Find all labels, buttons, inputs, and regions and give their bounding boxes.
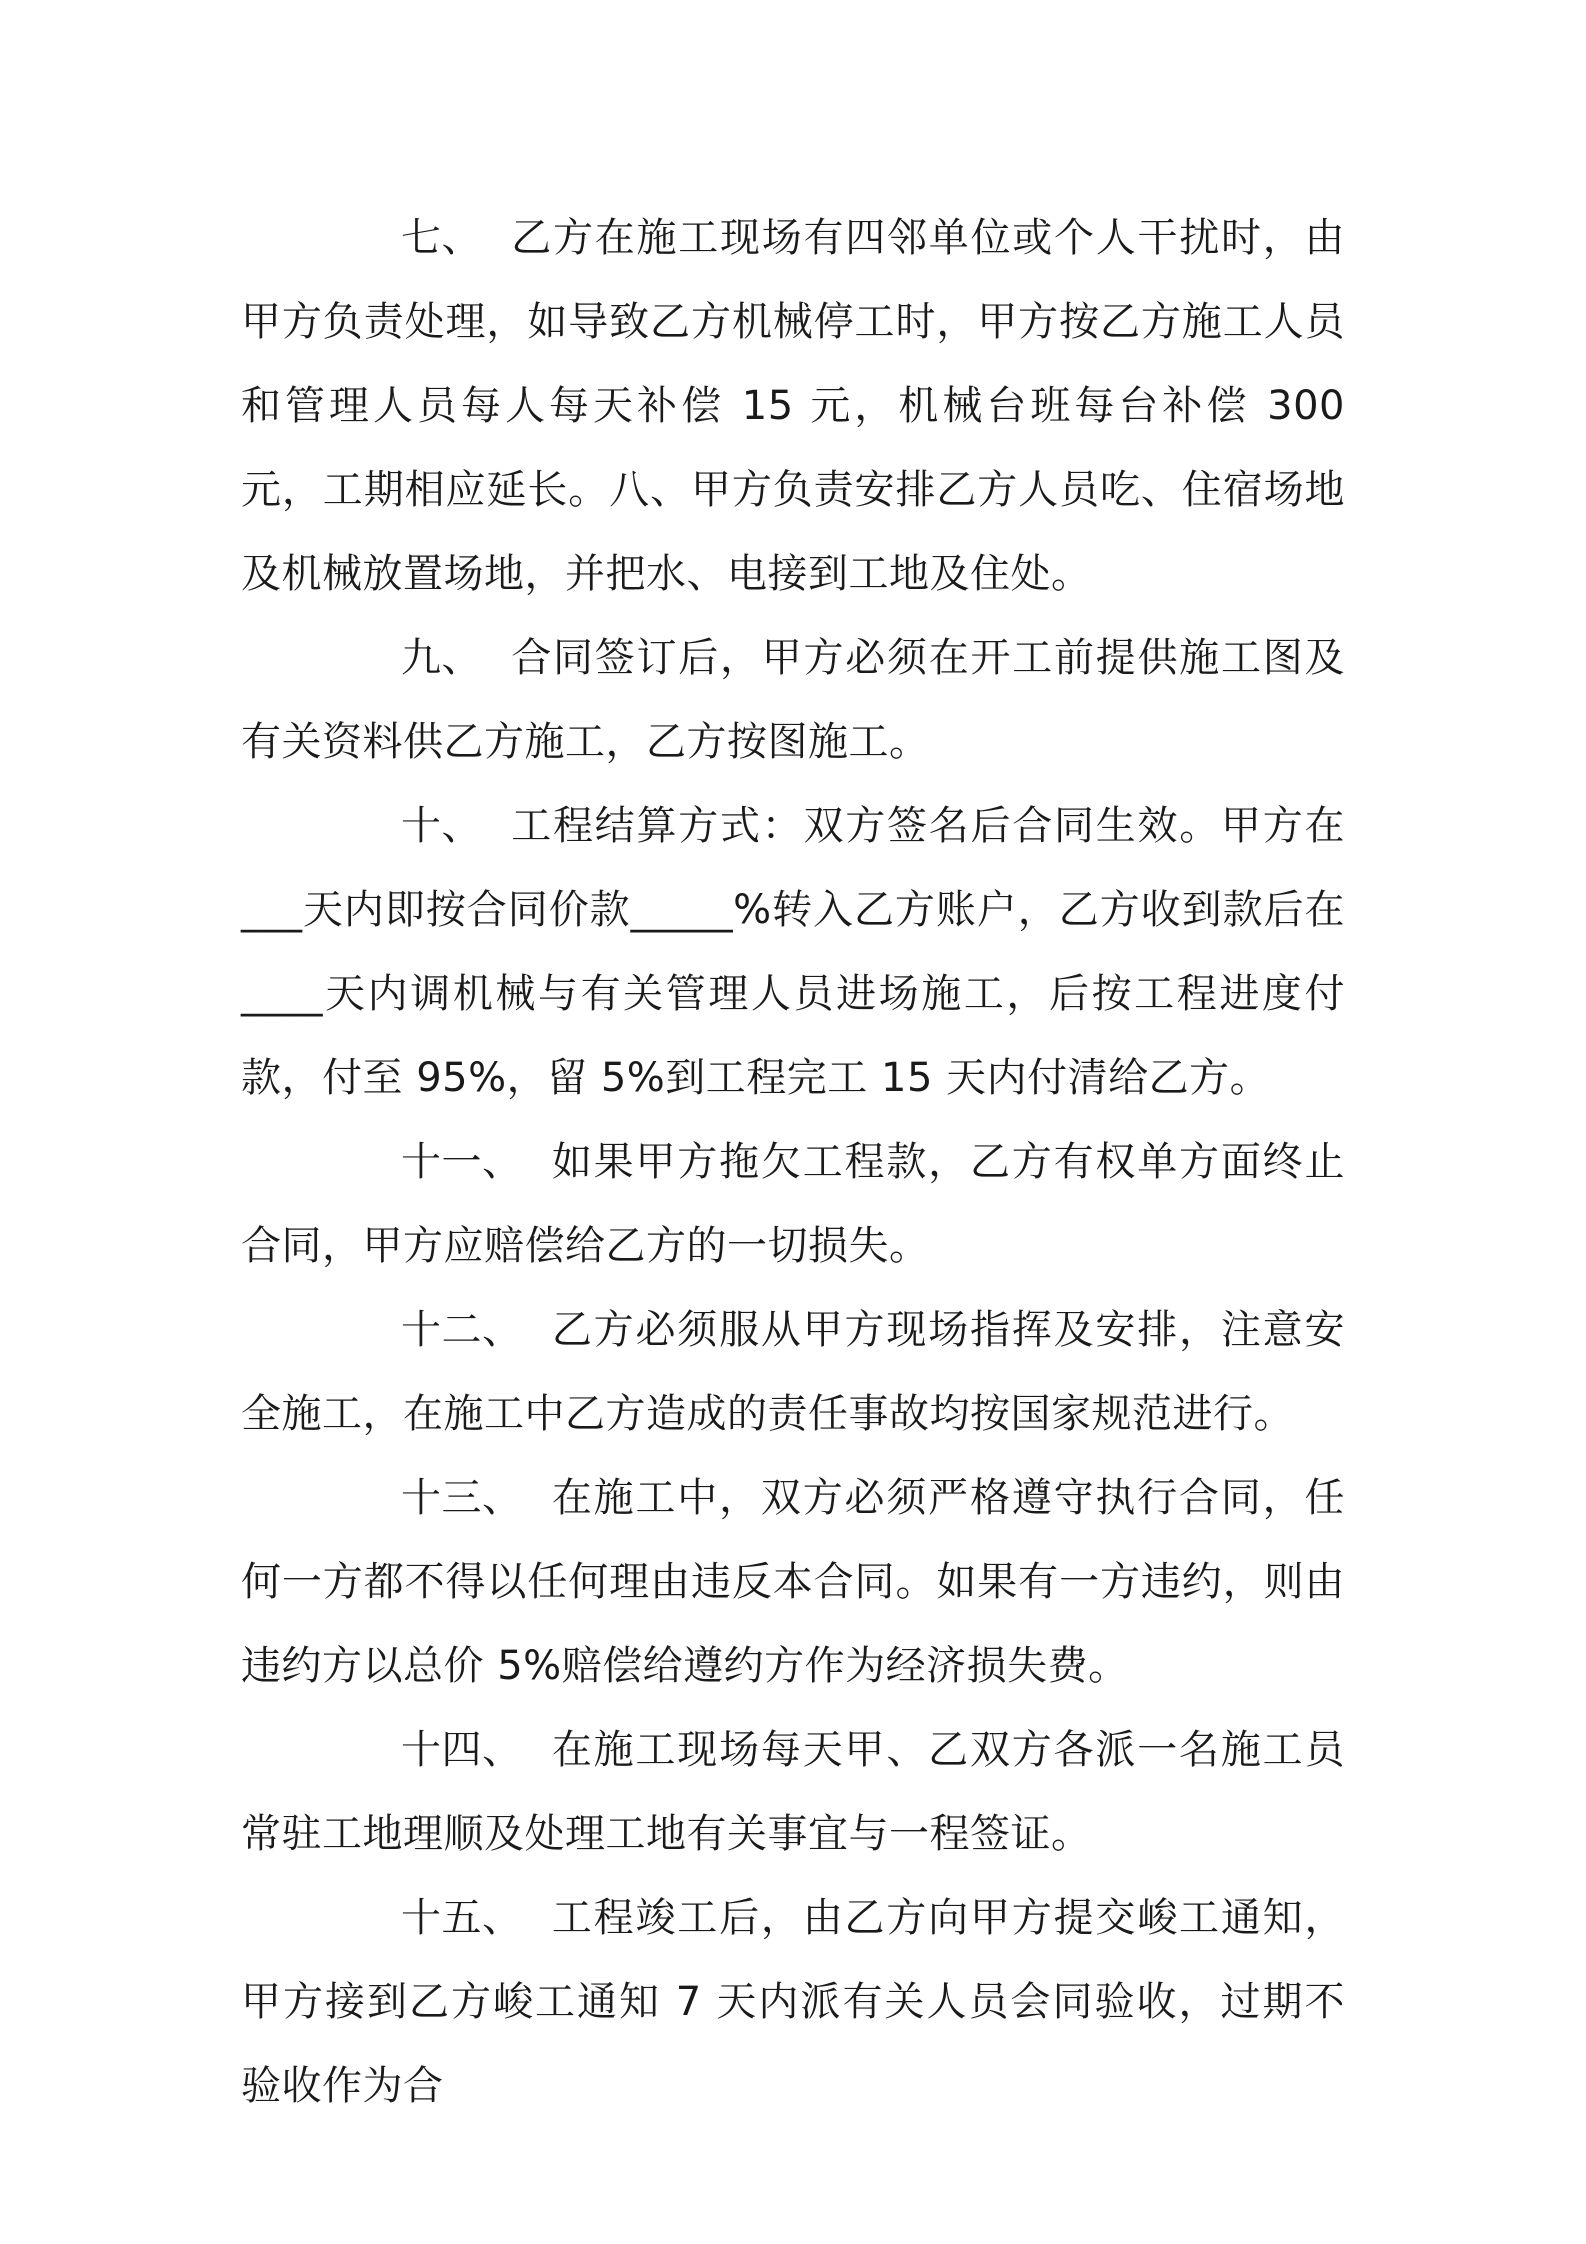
clause-14 [241,1708,1345,1876]
clause-text: 乙方在施工现场有四邻单位或个人干扰时，由甲方负责处理，如导致乙方机械停工时，甲方按乙方施工人员和管理人员每人每天补偿 15 元，机械台班每台补偿 300 元，工期相应延长。八、甲方负责安排乙方人员吃、住宿场地及机械放置场地，并把水、电接到工地及住处。 [241,215,1345,597]
clause-text: 乙方必须服从甲方现场指挥及安排，注意安全施工，在施工中乙方造成的责任事故均按国家规范进行。 [241,1307,1345,1437]
clause-11 [241,1120,1345,1288]
clause-number: 十、 [401,803,482,849]
clause-text: 在施工中，双方必须严格遵守执行合同，任何一方都不得以任何理由违反本合同。如果有一方违约，则由违约方以总价 5%赔偿给遵约方作为经济损失费。 [241,1475,1345,1689]
clause-number: 十三、 [401,1475,523,1521]
clause-text: 合同签订后，甲方必须在开工前提供施工图及有关资料供乙方施工，乙方按图施工。 [241,635,1345,765]
clause-text: 如果甲方拖欠工程款，乙方有权单方面终止合同，甲方应赔偿给乙方的一切损失。 [241,1139,1345,1269]
clause-number: 十五、 [401,1895,523,1941]
clause-number: 十二、 [401,1307,523,1353]
contract-body [241,196,1345,2128]
clause-9 [241,616,1345,784]
clause-number: 七、 [401,215,482,261]
clause-text: 工程结算方式：双方签名后合同生效。甲方在___天内即按合同价款_____%转入乙方账户，乙方收到款后在____天内调机械与有关管理人员进场施工，后按工程进度付款，付至 95%，留 5%到工程完工 15 天内付清给乙方。 [241,803,1345,1101]
clause-12 [241,1288,1345,1456]
clause-text: 在施工现场每天甲、乙双方各派一名施工员常驻工地理顺及处理工地有关事宜与一程签证。 [241,1727,1345,1857]
clause-number: 十一、 [401,1139,523,1185]
clause-number: 十四、 [401,1727,523,1773]
clause-13 [241,1456,1345,1708]
clause-number: 九、 [401,635,482,681]
clause-7 [241,196,1345,616]
clause-10 [241,784,1345,1120]
clause-text: 工程竣工后，由乙方向甲方提交峻工通知，甲方接到乙方峻工通知 7 天内派有关人员会同验收，过期不验收作为合 [241,1895,1345,2109]
clause-15 [241,1876,1345,2128]
